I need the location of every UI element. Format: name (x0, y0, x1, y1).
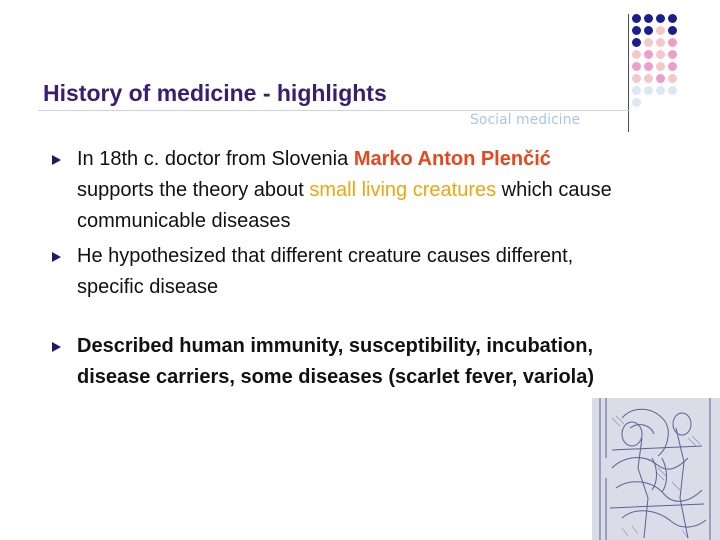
bullet-arrow-icon (52, 155, 61, 165)
decorative-dot (644, 14, 653, 23)
decorative-dot (668, 62, 677, 71)
bullet-arrow-icon (52, 342, 61, 352)
highlighted-term: small living creatures (309, 179, 497, 201)
bullet-list (52, 144, 622, 393)
decorative-dot (632, 50, 641, 59)
decorative-dot (668, 86, 677, 95)
decorative-dot (656, 86, 665, 95)
slide-subtitle: Social medicine (470, 112, 581, 128)
bullet-item (52, 241, 622, 303)
decorative-dot (644, 26, 653, 35)
decorative-dot (644, 50, 653, 59)
title-underline (38, 110, 630, 111)
bullet-item (52, 144, 622, 237)
decorative-dot (644, 74, 653, 83)
decorative-dot (656, 14, 665, 23)
decorative-dot (668, 14, 677, 23)
bullet-item (52, 331, 622, 393)
bullet-text: Described human immunity, susceptibility, incubation, disease carriers, some diseases (scarlet fever, variola) (77, 335, 595, 388)
decorative-dot (668, 50, 677, 59)
decorative-dot (632, 26, 641, 35)
engraving-illustration (592, 398, 720, 540)
decorative-dot (632, 38, 641, 47)
decorative-dot (656, 26, 665, 35)
decorative-dot (668, 38, 677, 47)
decorative-dot (632, 98, 641, 107)
vertical-divider (628, 14, 629, 132)
bullet-text: supports the theory about (77, 179, 310, 201)
decorative-dot (644, 38, 653, 47)
physician-name: Marko Anton Plenčić (353, 148, 551, 170)
decorative-dot (632, 14, 641, 23)
historical-engraving-image (592, 398, 720, 540)
decorative-dot (632, 74, 641, 83)
decorative-dot (656, 62, 665, 71)
bullet-arrow-icon (52, 252, 61, 262)
decorative-dot (644, 86, 653, 95)
decorative-dot (632, 86, 641, 95)
decorative-dot (656, 50, 665, 59)
decorative-dot-grid (632, 14, 692, 114)
decorative-dot (632, 62, 641, 71)
bullet-text: He hypothesized that different creature causes different, specific disease (77, 245, 574, 298)
decorative-dot (644, 62, 653, 71)
decorative-dot (656, 38, 665, 47)
slide-title: History of medicine - highlights (43, 80, 387, 106)
decorative-dot (668, 26, 677, 35)
bullet-text: In 18th c. doctor from Slovenia (77, 148, 354, 170)
bullet-text: which cause communicable diseases (77, 179, 612, 232)
decorative-dot (656, 74, 665, 83)
decorative-dot (668, 74, 677, 83)
